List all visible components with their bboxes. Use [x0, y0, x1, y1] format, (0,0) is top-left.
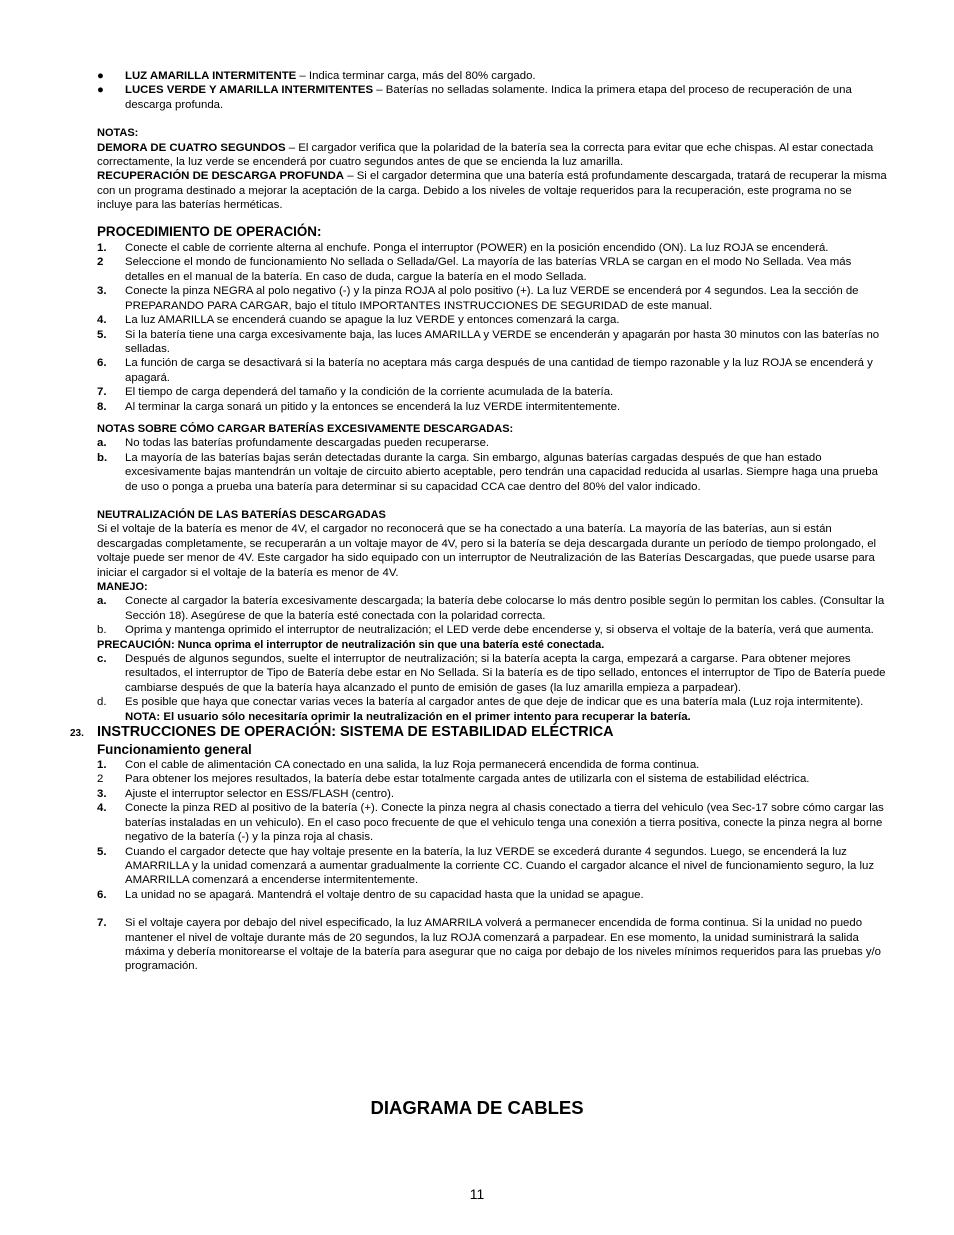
bullet-label: LUZ AMARILLA INTERMITENTE	[125, 70, 297, 82]
step-text: Cuando el cargador detecte que hay voltaje presente en la batería, la luz VERDE se excederá durante 4 segundos. Luego, se encenderá la luz AMARRILLA y la unidad comenzará a aumentar gradualmente la corriente CC. Cuando el cargador alcance el nivel de funcionamiento seguro, la luz AMARRILLA comenzará a encenderse intermitentemente.	[125, 845, 875, 887]
step-text: Para obtener los mejores resultados, la batería debe estar totalmente cargada antes de utilizarla con el sistema de estabilidad eléctrica.	[125, 773, 810, 786]
procedure-heading: PROCEDIMIENTO DE OPERACIÓN:	[97, 223, 322, 239]
procedure-step	[97, 356, 887, 385]
note-text: No todas las baterías profundamente descargadas pueden recuperarse.	[125, 437, 490, 450]
page-number: 11	[469, 1186, 485, 1202]
step-text: Si el voltaje cayera por debajo del nivel especificado, la luz AMARRILA volverá a permanecer encendida de forma continua. Si la unidad no puedo mantener el nivel de voltaje durante más de 20 segundos, la luz ROJA comenzará a parpadear. En ese momento, la unidad suministrará la salida máxima y debería monitorearse el voltaje de la batería para asegurar que no caiga por debajo de los niveles mínimos requeridos para las pruebas y/o programación.	[125, 917, 882, 973]
diagram-title: DIAGRAMA DE CABLES	[370, 1097, 584, 1118]
step-letter: c.	[97, 653, 107, 666]
discharged-note	[97, 451, 887, 494]
step-note: NOTA: El usuario sólo necesitaría oprimir la neutralización en el primer intento para recuperar la batería.	[125, 710, 691, 723]
procedure-step	[97, 255, 887, 284]
bullet-label: LUCES VERDE Y AMARILLA INTERMITENTES	[125, 84, 374, 97]
section-23-header	[70, 724, 887, 741]
ess-step	[97, 758, 887, 772]
notes-recovery-text: – Si el cargador determina que una batería está profundamente descargada, tratará de recuperar la misma con un programa destinado a mejorar la aceptación de la carga. Debido a los niveles de voltaje requeridos para la recuperación, este programa no se incluye para las baterías herméticas.	[97, 170, 887, 212]
step-number: 1.	[97, 242, 107, 255]
notes-recovery	[97, 169, 887, 212]
step-number: 3.	[97, 285, 107, 298]
procedure-step	[97, 241, 887, 255]
handling-heading: MANEJO:	[97, 581, 148, 593]
step-number: 4.	[97, 802, 107, 815]
ess-step	[97, 772, 887, 786]
ess-step	[97, 845, 887, 888]
handling-step	[97, 623, 887, 637]
step-text: Conecte la pinza NEGRA al polo negativo (-) y la pinza ROJA al polo positivo (+). La luz VERDE se encenderá por 4 segundos. Lea la sección de PREPARANDO PARA CARGAR, bajo el título IMPORTANTES INSTRUCCIONES DE SEGURIDAD de este manual.	[125, 285, 859, 312]
notes-heading: NOTAS:	[97, 127, 139, 140]
step-text: La unidad no se apagará. Mantendrá el voltaje dentro de su capacidad hasta que la unidad se apague.	[125, 888, 644, 901]
step-number: 2	[97, 773, 104, 786]
handling-step	[97, 695, 887, 724]
bullet-text: – Indica terminar carga, más del 80% cargado.	[296, 70, 536, 82]
section-title: INSTRUCCIONES DE OPERACIÓN: SISTEMA DE ESTABILIDAD ELÉCTRICA	[97, 724, 614, 741]
procedure-list	[97, 241, 887, 414]
note-letter: a.	[97, 437, 107, 450]
step-text: Con el cable de alimentación CA conectado en una salida, la luz Roja permanecerá encendida de forma continua.	[125, 759, 700, 772]
note-letter: b.	[97, 451, 108, 464]
ess-step	[97, 801, 887, 844]
procedure-step	[97, 385, 887, 399]
bullet-icon: ●	[97, 84, 104, 97]
discharged-note	[97, 436, 887, 450]
procedure-step	[97, 313, 887, 327]
step-letter: a.	[97, 595, 107, 608]
step-text: Seleccione el mondo de funcionamiento No sellada o Sellada/Gel. La mayoría de las baterías VRLA se cargan en el modo No Sellada. Vea más detalles en el manual de la batería. En caso de duda, cargue la batería en el modo Sellada.	[125, 256, 852, 283]
bullet-item	[97, 69, 887, 83]
step-number: 2	[97, 256, 104, 269]
step-text: Es posible que haya que conectar varias veces la batería al cargador antes de que deje de indicar que es una batería mala (Luz roja intermitente).	[125, 696, 864, 709]
step-text: Conecte la pinza RED al positivo de la batería (+). Conecte la pinza negra al chasis conectado a tierra del vehiculo (vea Sec-17 sobre cómo cargar las baterías instaladas en un vehiculo). En el caso poco frecuente de que el vehiculo tenga una conexión a tierra positiva, conecte la pinza negra al borne negativo de la batería (-) y la pinza roja al chasis.	[125, 802, 884, 844]
neutralization-heading: NEUTRALIZACIÓN DE LAS BATERÍAS DESCARGADAS	[97, 508, 386, 521]
step-text: Al terminar la carga sonará un pitido y la entonces se encenderá la luz VERDE intermitentemente.	[125, 400, 621, 413]
step-letter: d.	[97, 696, 107, 709]
ess-step	[97, 916, 887, 974]
bullet-text: – Baterías no selladas solamente. Indica la primera etapa del proceso de recuperación de una descarga profunda.	[125, 84, 852, 111]
document-body	[70, 69, 887, 974]
notes-delay-label: DEMORA DE CUATRO SEGUNDOS	[97, 141, 286, 154]
step-text: La función de carga se desactivará si la batería no aceptara más carga después de una cantidad de tiempo razonable y la luz ROJA se encenderá y apagará.	[125, 357, 873, 384]
step-text: Después de algunos segundos, suelte el interruptor de neutralización; si la batería acepta la carga, empezará a cargarse. Para obtener mejores resultados, el interruptor de Tipo de Batería debe estar en No Sellada. Si la batería es de tipo sellado, entonces el interruptor de Tipo de Batería puede cambiarse después de que la batería haya alcanzado el punto de emisión de gases (la luz amarilla empieza a parpadear).	[125, 653, 886, 694]
step-text: Oprima y mantenga oprimido el interruptor de neutralización; el LED verde debe encenderse y, si observa el voltaje de la batería, verá que aumenta.	[125, 624, 874, 637]
step-number: 1.	[97, 759, 107, 772]
neutralization-body: Si el voltaje de la batería es menor de 4V, el cargador no reconocerá que se ha conectado a una batería. La mayoría de las baterías, aun si están descargadas completamente, se recuperarán a un voltaje mayor de 4V, pero si la batería se deja descargada durante un período de tiempo prolongado, el voltaje puede ser menor de 4V. Este cargador ha sido equipado con un interruptor de Neutralización de las Baterías Descargadas, que puede usarse para iniciar el cargador si el voltaje de la batería es menor de 4V.	[97, 523, 877, 579]
step-text: Ajuste el interruptor selector en ESS/FLASH (centro).	[125, 787, 395, 800]
notes-delay	[97, 141, 887, 170]
step-number: 7.	[97, 386, 107, 399]
step-text: Conecte al cargador la batería excesivamente descargada; la batería debe colocarse lo más dentro posible según lo permitan los cables. (Consultar la Sección 18). Asegúrese de que la batería esté conectada con la polaridad correcta.	[125, 595, 885, 622]
step-number: 6.	[97, 357, 107, 370]
step-number: 6.	[97, 888, 107, 901]
step-number: 4.	[97, 314, 107, 327]
handling-step	[97, 594, 887, 623]
step-number: 7.	[97, 917, 107, 930]
step-text: El tiempo de carga dependerá del tamaño y la condición de la corriente acumulada de la batería.	[125, 386, 614, 399]
step-text: La luz AMARILLA se encenderá cuando se apague la luz VERDE y entonces comenzará la carga.	[125, 314, 620, 327]
procedure-step	[97, 284, 887, 313]
bullet-item	[97, 83, 887, 112]
procedure-step	[97, 328, 887, 357]
step-number: 5.	[97, 328, 107, 341]
ess-step	[97, 787, 887, 801]
step-letter: b.	[97, 624, 107, 637]
step-text: Si la batería tiene una carga excesivamente baja, las luces AMARILLA y VERDE se encenderán y apagarán por hasta 30 minutos con las baterías no selladas.	[125, 328, 880, 355]
section-number: 23.	[70, 728, 84, 740]
section-subtitle: Funcionamiento general	[97, 742, 252, 758]
step-number: 5.	[97, 845, 107, 858]
caution-text: PRECAUCIÓN: Nunca oprima el interruptor de neutralización sin que una batería esté conectada.	[97, 638, 605, 651]
procedure-step	[97, 400, 887, 414]
discharged-notes-heading: NOTAS SOBRE CÓMO CARGAR BATERÍAS EXCESIVAMENTE DESCARGADAS:	[97, 422, 514, 435]
notes-recovery-label: RECUPERACIÓN DE DESCARGA PROFUNDA	[97, 170, 345, 183]
ess-step	[97, 888, 887, 902]
notes-delay-text: – El cargador verifica que la polaridad de la batería sea la correcta para evitar que eche chispas. Al estar conectada correctamente, la luz verde se encenderá por cuatro segundos antes de que se encienda la luz amarilla.	[97, 141, 874, 169]
handling-step	[97, 652, 887, 695]
bullet-icon: ●	[97, 70, 104, 82]
step-number: 3.	[97, 787, 107, 800]
note-text: La mayoría de las baterías bajas serán detectadas durante la carga. Sin embargo, algunas baterías cargadas después de que han estado excesivamente bajas mantendrán un voltaje de circuito abierto aceptable, pero tendrán una capacidad reducida al usarlas. Siempre haga una prueba de uso o ponga a prueba una batería para determinar si su capacidad CCA cae dentro del 80% del valor indicado.	[125, 451, 878, 493]
step-text: Conecte el cable de corriente alterna al enchufe. Ponga el interruptor (POWER) en la posición encendido (ON). La luz ROJA se encenderá.	[125, 242, 829, 255]
step-number: 8.	[97, 400, 107, 413]
